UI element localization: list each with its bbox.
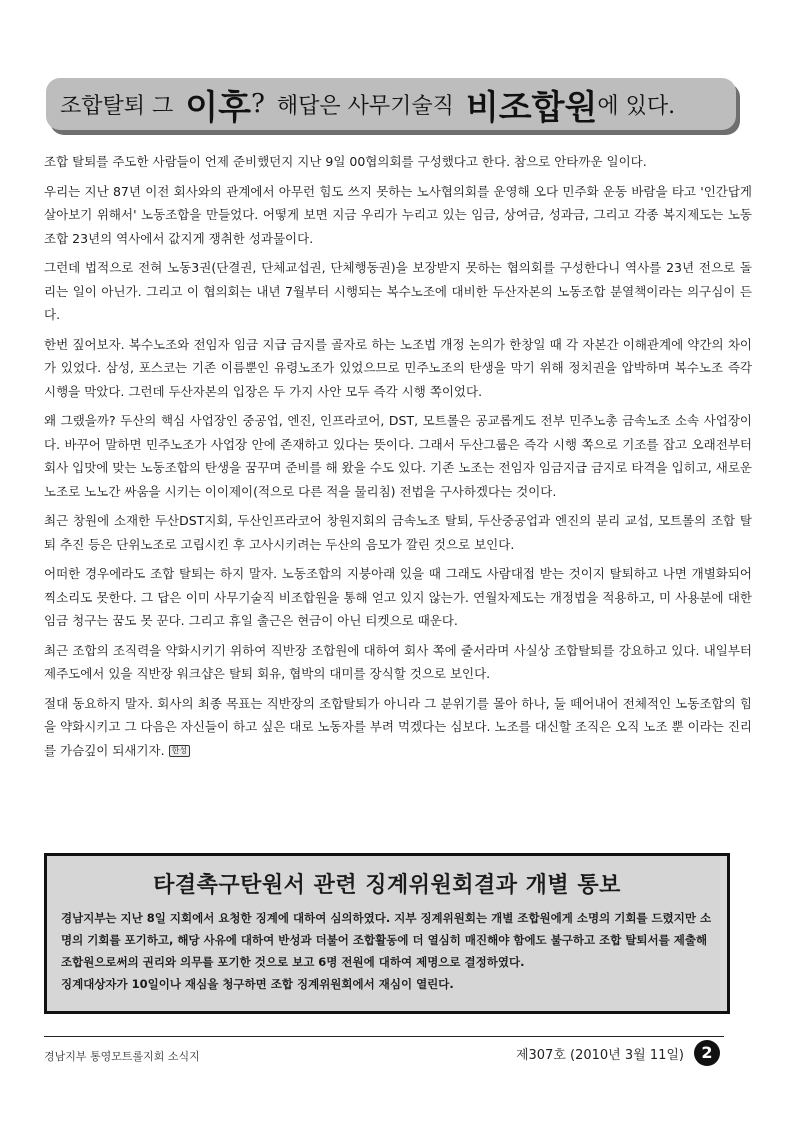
paragraph: 한번 짚어보자. 복수노조와 전임자 임금 지급 금지를 골자로 하는 노조법 개정 논의가 한창일 때 각 자본간 이해관계에 약간의 차이가 있었다. 삼성, 포스코는 기존 이름뿐인 유령노조가 있었으므로 민주노조의 탄생을 막기 위해 정치권을 압박하며 복수노조 즉각 시행을 막았다. 그런데 두산자본의 입장은 두 가지 사안 모두 즉각 시행 쪽이었다. bbox=[44, 336, 752, 399]
paragraph: 조합 탈퇴를 주도한 사람들이 언제 준비했던지 지난 9일 00협의회를 구성했다고 한다. 참으로 안타까운 일이다. bbox=[44, 154, 647, 169]
headline-banner bbox=[46, 78, 736, 130]
headline-part3: ? bbox=[250, 89, 265, 119]
paragraph-last-text: 절대 동요하지 말자. 회사의 최종 목표는 직반장의 조합탈퇴가 아니라 그 분위기를 몰아 하나, 둘 떼어내어 전체적인 노동조합의 힘을 약화시키고 그 다음은 자신들이 하고 싶은 대로 노동자를 부려 먹겠다는 심보다. 노조를 대신할 조직은 오직 노조 뿐 이라는 진리를 가슴깊이 되새기자. bbox=[44, 695, 752, 758]
notice-title: 타결촉구탄원서 관련 징계위원회결과 개별 통보 bbox=[153, 873, 621, 898]
paragraph: 우리는 지난 87년 이전 회사와의 관계에서 아무런 힘도 쓰지 못하는 노사협의회를 운영해 오다 민주화 운동 바람을 타고 '인간답게 살아보기 위해서' 노동조합을 만들었다. 어떻게 보면 지금 우리가 누리고 있는 임금, 상여금, 성과금, 그리고 각종 복지제도는 노동조합 23년의 역사에서 값지게 쟁취한 성과물이다. bbox=[44, 183, 752, 246]
notice-box bbox=[44, 853, 730, 1014]
headline-part5: 비조합원 bbox=[465, 87, 598, 128]
seal-stamp: 한성 bbox=[169, 745, 190, 757]
paragraph: 왜 그랬을까? 두산의 핵심 사업장인 중공업, 엔진, 인프라코어, DST, 모트롤은 공교롭게도 전부 민주노총 금속노조 소속 사업장이다. 바꾸어 말하면 민주노조가 사업장 안에 존재하고 있다는 뜻이다. 그래서 두산그룹은 즉각 시행 쪽으로 기조를 잡고 오래전부터 회사 입맛에 맞는 노동조합의 탄생을 꿈꾸며 준비를 해 왔을 수도 있다. 기존 노조는 전임자 임금지급 금지로 타격을 입히고, 새로운 노조로 노노간 싸움을 시키는 이이제이(적으로 다른 적을 물리침) 전법을 구사하겠다는 것이다. bbox=[44, 413, 752, 499]
paragraph-last bbox=[44, 692, 752, 763]
notice-paragraph: 경남지부는 지난 8일 지회에서 요청한 징계에 대하여 심의하였다. 지부 징계위원회는 개별 조합원에게 소명의 기회를 드렸지만 소명의 기회를 포기하고, 해당 사유에 대하여 반성과 더불어 조합활동에 더 열심히 매진해야 함에도 불구하고 조합 탈퇴서를 제출해 조합원으로써의 권리와 의무를 포기한 것으로 보고 6명 전원에 대하여 제명으로 결정하였다. bbox=[61, 911, 712, 969]
headline-part4: 해답은 사무기술직 bbox=[276, 93, 454, 119]
paragraph: 최근 조합의 조직력을 약화시키기 위하여 직반장 조합원에 대하여 회사 쪽에 줄서라며 사실상 조합탈퇴를 강요하고 있다. 내일부터 제주도에서 있을 직반장 워크샵은 탈퇴 회유, 협박의 대미를 장식할 것으로 보인다. bbox=[44, 642, 752, 681]
notice-body bbox=[47, 907, 727, 995]
footer-publication: 경남지부 통영모트롤지회 소식지 bbox=[44, 1050, 200, 1063]
headline-part1: 조합탈퇴 그 bbox=[60, 93, 174, 119]
paragraph: 그런데 법적으로 전혀 노동3권(단결권, 단체교섭권, 단체행동권)을 보장받지 못하는 협의회를 구성한다니 역사를 23년 전으로 돌리는 일이 아닌가. 그리고 이 협의회는 내년 7월부터 시행되는 복수노조에 대비한 두산자본의 노동조합 분열책이라는 의구심이 든다. bbox=[44, 260, 752, 322]
notice-paragraph: 징계대상자가 10일이나 재심을 청구하면 조합 징계위원회에서 재심이 열린다. bbox=[61, 977, 454, 991]
paragraph: 최근 창원에 소재한 두산DST지회, 두산인프라코어 창원지회의 금속노조 탈퇴, 두산중공업과 엔진의 분리 교섭, 모트롤의 조합 탈퇴 추진 등은 단위노조로 고립시킨 후 고사시키려는 두산의 음모가 깔린 것으로 보인다. bbox=[44, 513, 752, 552]
footer-divider bbox=[44, 1036, 724, 1037]
headline-part6: 에 있다. bbox=[597, 93, 676, 119]
footer-issue: 제307호 (2010년 3월 11일) bbox=[515, 1048, 684, 1063]
headline-part2: 이후 bbox=[185, 87, 251, 128]
article-body bbox=[44, 150, 752, 768]
paragraph: 어떠한 경우에라도 조합 탈퇴는 하지 말자. 노동조합의 지붕아래 있을 때 그래도 사람대접 받는 것이지 탈퇴하고 나면 개별화되어 찍소리도 못한다. 그 답은 이미 사무기술직 비조합원을 통해 얻고 있지 않는가. 연월차제도는 개정법을 적용하고, 미 사용분에 대한 임금 청구는 꿈도 못 꾼다. 그리고 휴일 출근은 현금이 아닌 티켓으로 때운다. bbox=[44, 566, 752, 628]
page-number: 2 bbox=[694, 1040, 720, 1066]
